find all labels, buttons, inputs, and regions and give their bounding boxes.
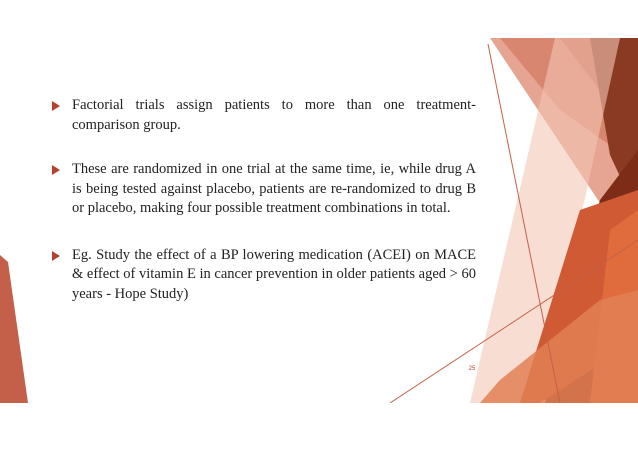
bullet-item [50,96,476,135]
bullet-item [50,246,476,305]
triangle-bullet-icon [52,101,60,111]
bullet-item [50,160,476,219]
triangle-bullet-icon [52,165,60,175]
triangle-bullet-icon [52,251,60,261]
page-number: 25 [468,366,476,372]
bullet-text: Eg. Study the effect of a BP lowering medication (ACEI) on MACE & effect of vitamin E in cancer prevention in older patients aged > 60 years - Hope Study) [72,246,476,302]
bullet-text: Factorial trials assign patients to more than one treatment-comparison group. [72,97,476,133]
bullet-list [50,96,476,329]
bullet-text: These are randomized in one trial at the same time, ie, while drug A is being tested against placebo, patients are re-randomized to drug B or placebo, making four possible treatment combinations in total. [72,161,476,216]
left-accent-shape [0,255,28,403]
